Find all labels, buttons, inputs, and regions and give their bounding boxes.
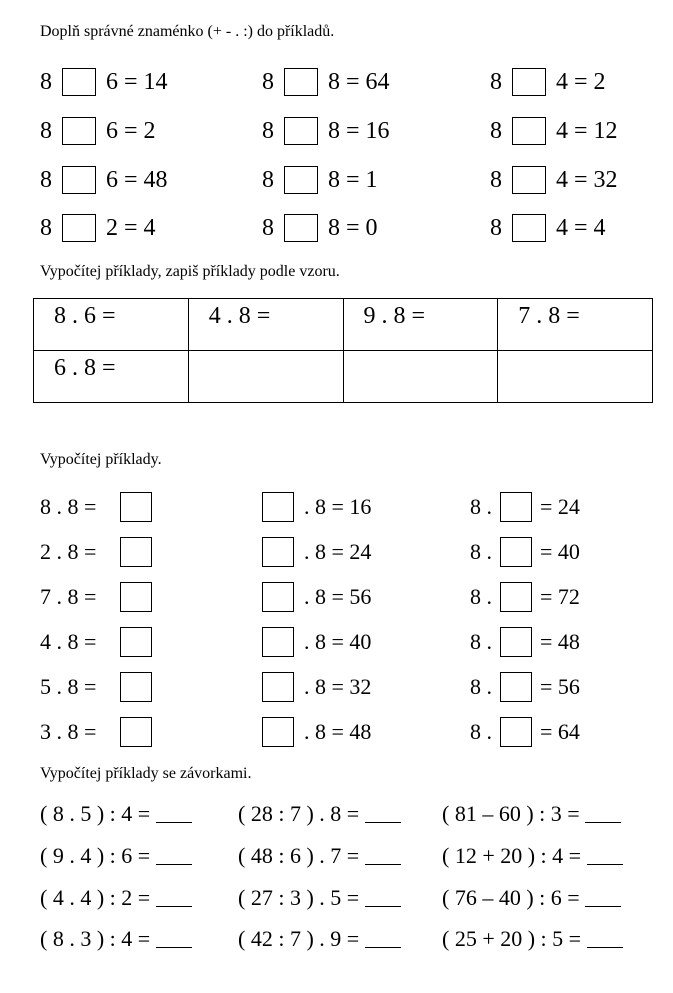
answer-box[interactable]: [120, 672, 152, 702]
sign-exercise-row: [40, 66, 640, 98]
sign-exercise-row: [40, 115, 640, 147]
operand: 8: [40, 69, 52, 95]
equation-right: = 56: [540, 674, 580, 699]
equation-rest: 6 = 48: [106, 167, 168, 193]
answer-box[interactable]: [512, 117, 546, 145]
answer-line[interactable]: [365, 844, 401, 865]
answer-line[interactable]: [365, 802, 401, 823]
operand: 8: [262, 215, 274, 241]
equation-left: 8 .: [470, 719, 492, 744]
bracket-exercise-row: [40, 924, 660, 954]
equation: ( 12 + 20 ) : 4 =: [442, 843, 582, 868]
answer-box[interactable]: [284, 68, 318, 96]
answer-box[interactable]: [284, 214, 318, 242]
equation-left: 2 . 8 =: [40, 539, 97, 564]
answer-line[interactable]: [156, 886, 192, 907]
equation-right: . 8 = 32: [304, 674, 372, 699]
equation: ( 25 + 20 ) : 5 =: [442, 926, 582, 951]
equation-right: . 8 = 56: [304, 584, 372, 609]
answer-box[interactable]: [500, 492, 532, 522]
operand: 8: [262, 69, 274, 95]
equation-rest: 8 = 16: [328, 118, 390, 144]
sign-exercise-row: [40, 212, 640, 244]
answer-box[interactable]: [120, 492, 152, 522]
answer-box[interactable]: [262, 492, 294, 522]
equation-right: . 8 = 40: [304, 629, 372, 654]
equation-right: . 8 = 48: [304, 719, 372, 744]
answer-box[interactable]: [512, 214, 546, 242]
answer-box[interactable]: [262, 717, 294, 747]
answer-line[interactable]: [585, 886, 621, 907]
bracket-exercise-row: [40, 799, 660, 829]
equation-rest: 6 = 2: [106, 118, 156, 144]
answer-box[interactable]: [62, 166, 96, 194]
multiplication-row: [40, 626, 660, 658]
equation-right: = 40: [540, 539, 580, 564]
operand: 8: [490, 69, 502, 95]
answer-box[interactable]: [284, 166, 318, 194]
answer-box[interactable]: [512, 166, 546, 194]
equation-rest: 2 = 4: [106, 215, 156, 241]
answer-box[interactable]: [500, 672, 532, 702]
equation-left: 8 .: [470, 584, 492, 609]
answer-line[interactable]: [365, 927, 401, 948]
table-row: [34, 351, 653, 403]
answer-box[interactable]: [120, 582, 152, 612]
bracket-exercise: [442, 883, 621, 913]
equation-rest: 4 = 32: [556, 167, 618, 193]
equation: ( 81 – 60 ) : 3 =: [442, 801, 580, 826]
bracket-exercise: [238, 924, 401, 954]
answer-box[interactable]: [62, 68, 96, 96]
bracket-exercise: [40, 883, 192, 913]
multiplication-row: [40, 581, 660, 613]
equation-left: 3 . 8 =: [40, 719, 97, 744]
table-cell[interactable]: [498, 351, 653, 403]
equation-rest: 8 = 0: [328, 215, 378, 241]
equation-left: 8 .: [470, 674, 492, 699]
equation-right: . 8 = 24: [304, 539, 372, 564]
operand: 8: [490, 215, 502, 241]
sign-exercise-row: [40, 164, 640, 196]
table-cell[interactable]: [343, 351, 498, 403]
heading-calculate-by-pattern: Vypočítej příklady, zapiš příklady podle vzoru.: [40, 263, 340, 280]
equation-rest: 6 = 14: [106, 69, 168, 95]
equation: ( 9 . 4 ) : 6 =: [40, 843, 151, 868]
equation: ( 4 . 4 ) : 2 =: [40, 885, 151, 910]
bracket-exercise-row: [40, 883, 660, 913]
equation: ( 76 – 40 ) : 6 =: [442, 885, 580, 910]
answer-box[interactable]: [120, 537, 152, 567]
answer-line[interactable]: [156, 844, 192, 865]
answer-box[interactable]: [62, 214, 96, 242]
equation-right: = 64: [540, 719, 580, 744]
bracket-exercise: [238, 883, 401, 913]
equation-left: 8 .: [470, 494, 492, 519]
bracket-exercise: [238, 841, 401, 871]
equation-rest: 4 = 4: [556, 215, 606, 241]
multiplication-row: [40, 491, 660, 523]
table-row: [34, 299, 653, 351]
equation: ( 28 : 7 ) . 8 =: [238, 801, 360, 826]
table-cell[interactable]: 6 . 8 =: [34, 351, 189, 403]
equation: ( 27 : 3 ) . 5 =: [238, 885, 360, 910]
answer-box[interactable]: [512, 68, 546, 96]
equation-left: 8 . 8 =: [40, 494, 97, 519]
table-cell[interactable]: 9 . 8 =: [343, 299, 498, 351]
pattern-table: [33, 298, 653, 403]
equation-left: 4 . 8 =: [40, 629, 97, 654]
heading-fill-signs: Doplň správné znaménko (+ - . :) do příkladů.: [40, 23, 335, 40]
operand: 8: [490, 167, 502, 193]
table-cell[interactable]: 7 . 8 =: [498, 299, 653, 351]
answer-box[interactable]: [284, 117, 318, 145]
table-cell[interactable]: 8 . 6 =: [34, 299, 189, 351]
answer-box[interactable]: [262, 672, 294, 702]
equation-rest: 8 = 64: [328, 69, 390, 95]
answer-line[interactable]: [156, 802, 192, 823]
answer-box[interactable]: [500, 627, 532, 657]
equation: ( 8 . 5 ) : 4 =: [40, 801, 151, 826]
answer-box[interactable]: [262, 582, 294, 612]
answer-box[interactable]: [262, 537, 294, 567]
equation: ( 48 : 6 ) . 7 =: [238, 843, 360, 868]
equation-rest: 4 = 2: [556, 69, 606, 95]
answer-line[interactable]: [156, 927, 192, 948]
multiplication-row: [40, 671, 660, 703]
equation-left: 5 . 8 =: [40, 674, 97, 699]
multiplication-row: [40, 716, 660, 748]
equation-left: 8 .: [470, 629, 492, 654]
answer-box[interactable]: [120, 627, 152, 657]
bracket-exercise: [442, 924, 623, 954]
equation-left: 7 . 8 =: [40, 584, 97, 609]
equation-left: 8 .: [470, 539, 492, 564]
multiplication-row: [40, 536, 660, 568]
answer-box[interactable]: [120, 717, 152, 747]
equation-right: . 8 = 16: [304, 494, 372, 519]
bracket-exercise: [442, 799, 621, 829]
answer-box[interactable]: [62, 117, 96, 145]
answer-box[interactable]: [500, 717, 532, 747]
equation-right: = 72: [540, 584, 580, 609]
bracket-exercise: [238, 799, 401, 829]
answer-line[interactable]: [587, 927, 623, 948]
operand: 8: [40, 167, 52, 193]
equation: ( 8 . 3 ) : 4 =: [40, 926, 151, 951]
answer-box[interactable]: [500, 582, 532, 612]
bracket-exercise-row: [40, 841, 660, 871]
answer-box[interactable]: [500, 537, 532, 567]
bracket-exercise: [40, 799, 192, 829]
operand: 8: [490, 118, 502, 144]
operand: 8: [40, 215, 52, 241]
equation: ( 42 : 7 ) . 9 =: [238, 926, 360, 951]
answer-line[interactable]: [365, 886, 401, 907]
equation-right: = 24: [540, 494, 580, 519]
answer-line[interactable]: [587, 844, 623, 865]
bracket-exercise: [40, 841, 192, 871]
operand: 8: [40, 118, 52, 144]
equation-right: = 48: [540, 629, 580, 654]
answer-line[interactable]: [585, 802, 621, 823]
table-cell[interactable]: 4 . 8 =: [188, 299, 343, 351]
bracket-exercise: [40, 924, 192, 954]
heading-calculate-brackets: Vypočítej příklady se závorkami.: [40, 765, 252, 782]
table-cell[interactable]: [188, 351, 343, 403]
operand: 8: [262, 118, 274, 144]
bracket-exercise: [442, 841, 623, 871]
answer-box[interactable]: [262, 627, 294, 657]
operand: 8: [262, 167, 274, 193]
heading-calculate: Vypočítej příklady.: [40, 451, 162, 468]
equation-rest: 4 = 12: [556, 118, 618, 144]
equation-rest: 8 = 1: [328, 167, 378, 193]
